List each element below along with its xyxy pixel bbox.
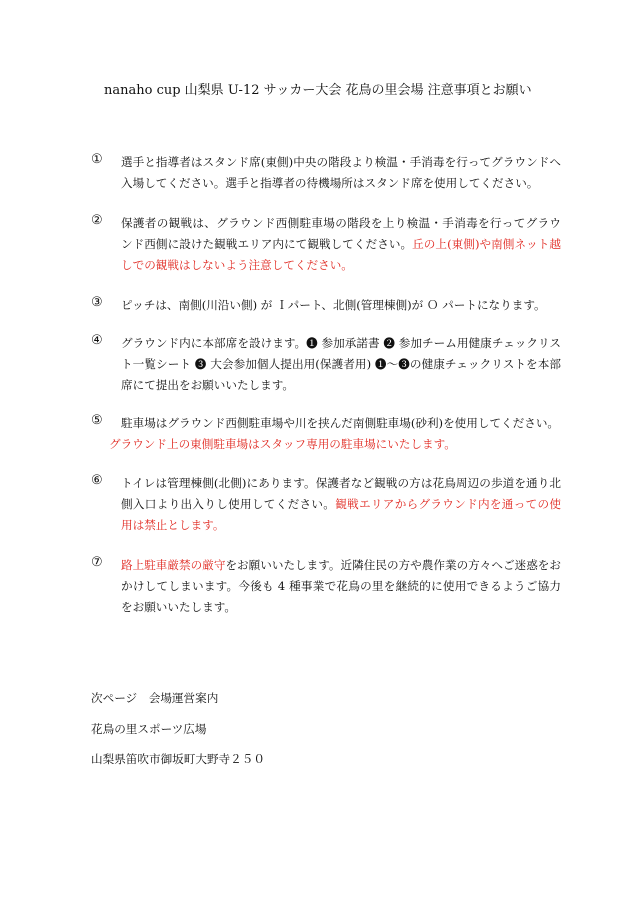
notice-item-3 <box>91 295 561 316</box>
notice-item-1 <box>91 152 561 194</box>
item-text: 選手と指導者はスタンド席(東側)中央の階段より検温・手消毒を行ってグラウンドへ入場してください。選手と指導者の待機場所はスタンド席を使用してください。 <box>121 155 561 190</box>
item-text: ピッチは、南側(川沿い側) が Ｉパート、北側(管理棟側)が Ｏ パートになります。 <box>121 298 546 312</box>
item-text: 駐車場はグラウンド西側駐車場や川を挟んだ南側駐車場(砂利)を使用してください。 <box>121 416 560 430</box>
venue-address: 山梨県笛吹市御坂町大野寺２５０ <box>91 752 265 766</box>
notice-item-7 <box>91 555 561 618</box>
venue-name: 花鳥の里スポーツ広場 <box>91 722 207 736</box>
item-text: をお願いいたします。近隣住民の方や農作業の方々へご迷惑をおかけしてしまいます。今後も 4 種事業で花鳥の里を継続的に使用できるようご協力をお願いいたします。 <box>121 558 561 614</box>
item-warning-text: グラウンド上の東側駐車場はスタッフ専用の駐車場にいたします。 <box>109 437 456 451</box>
document-title: nanaho cup 山梨県 U-12 サッカー大会 花鳥の里会場 注意事項とお願い <box>104 83 532 98</box>
item-number: ⑥ <box>91 473 103 488</box>
item-number: ⑤ <box>91 413 103 428</box>
item-number: ⑦ <box>91 555 103 570</box>
item-warning-text: 丘の上(東側)や南側ネット越しでの観戦はしないよう注意してください。 <box>121 237 561 272</box>
item-warning-text: 観戦エリアからグラウンド内を通っての使用は禁止とします。 <box>121 497 561 532</box>
item-text: グラウンド内に本部席を設けます。❶ 参加承諾書 ❷ 参加チーム用健康チェックリスト一覧シート ❸ 大会参加個人提出用(保護者用) ❶〜❸の健康チェックリストを本部席にて提出をお願いいたします。 <box>121 336 561 392</box>
notice-item-4 <box>91 333 561 396</box>
item-text: 保護者の観戦は、グラウンド西側駐車場の階段を上り検温・手消毒を行ってグラウンド西側に設けた観戦エリア内にて観戦してください。 <box>121 216 561 251</box>
item-number: ④ <box>91 333 103 348</box>
item-text: トイレは管理棟側(北側)にあります。保護者など観戦の方は花鳥周辺の歩道を通り北側入口より出入りし使用してください。 <box>121 476 561 511</box>
next-page-note: 次ページ 会場運営案内 <box>91 691 219 705</box>
notice-item-2 <box>91 213 561 276</box>
item-number: ② <box>91 213 103 228</box>
notice-item-5 <box>91 413 561 455</box>
item-number: ① <box>91 152 103 167</box>
item-number: ③ <box>91 295 103 310</box>
item-warning-text: 路上駐車厳禁の厳守 <box>121 558 226 572</box>
notice-item-6 <box>91 473 561 536</box>
